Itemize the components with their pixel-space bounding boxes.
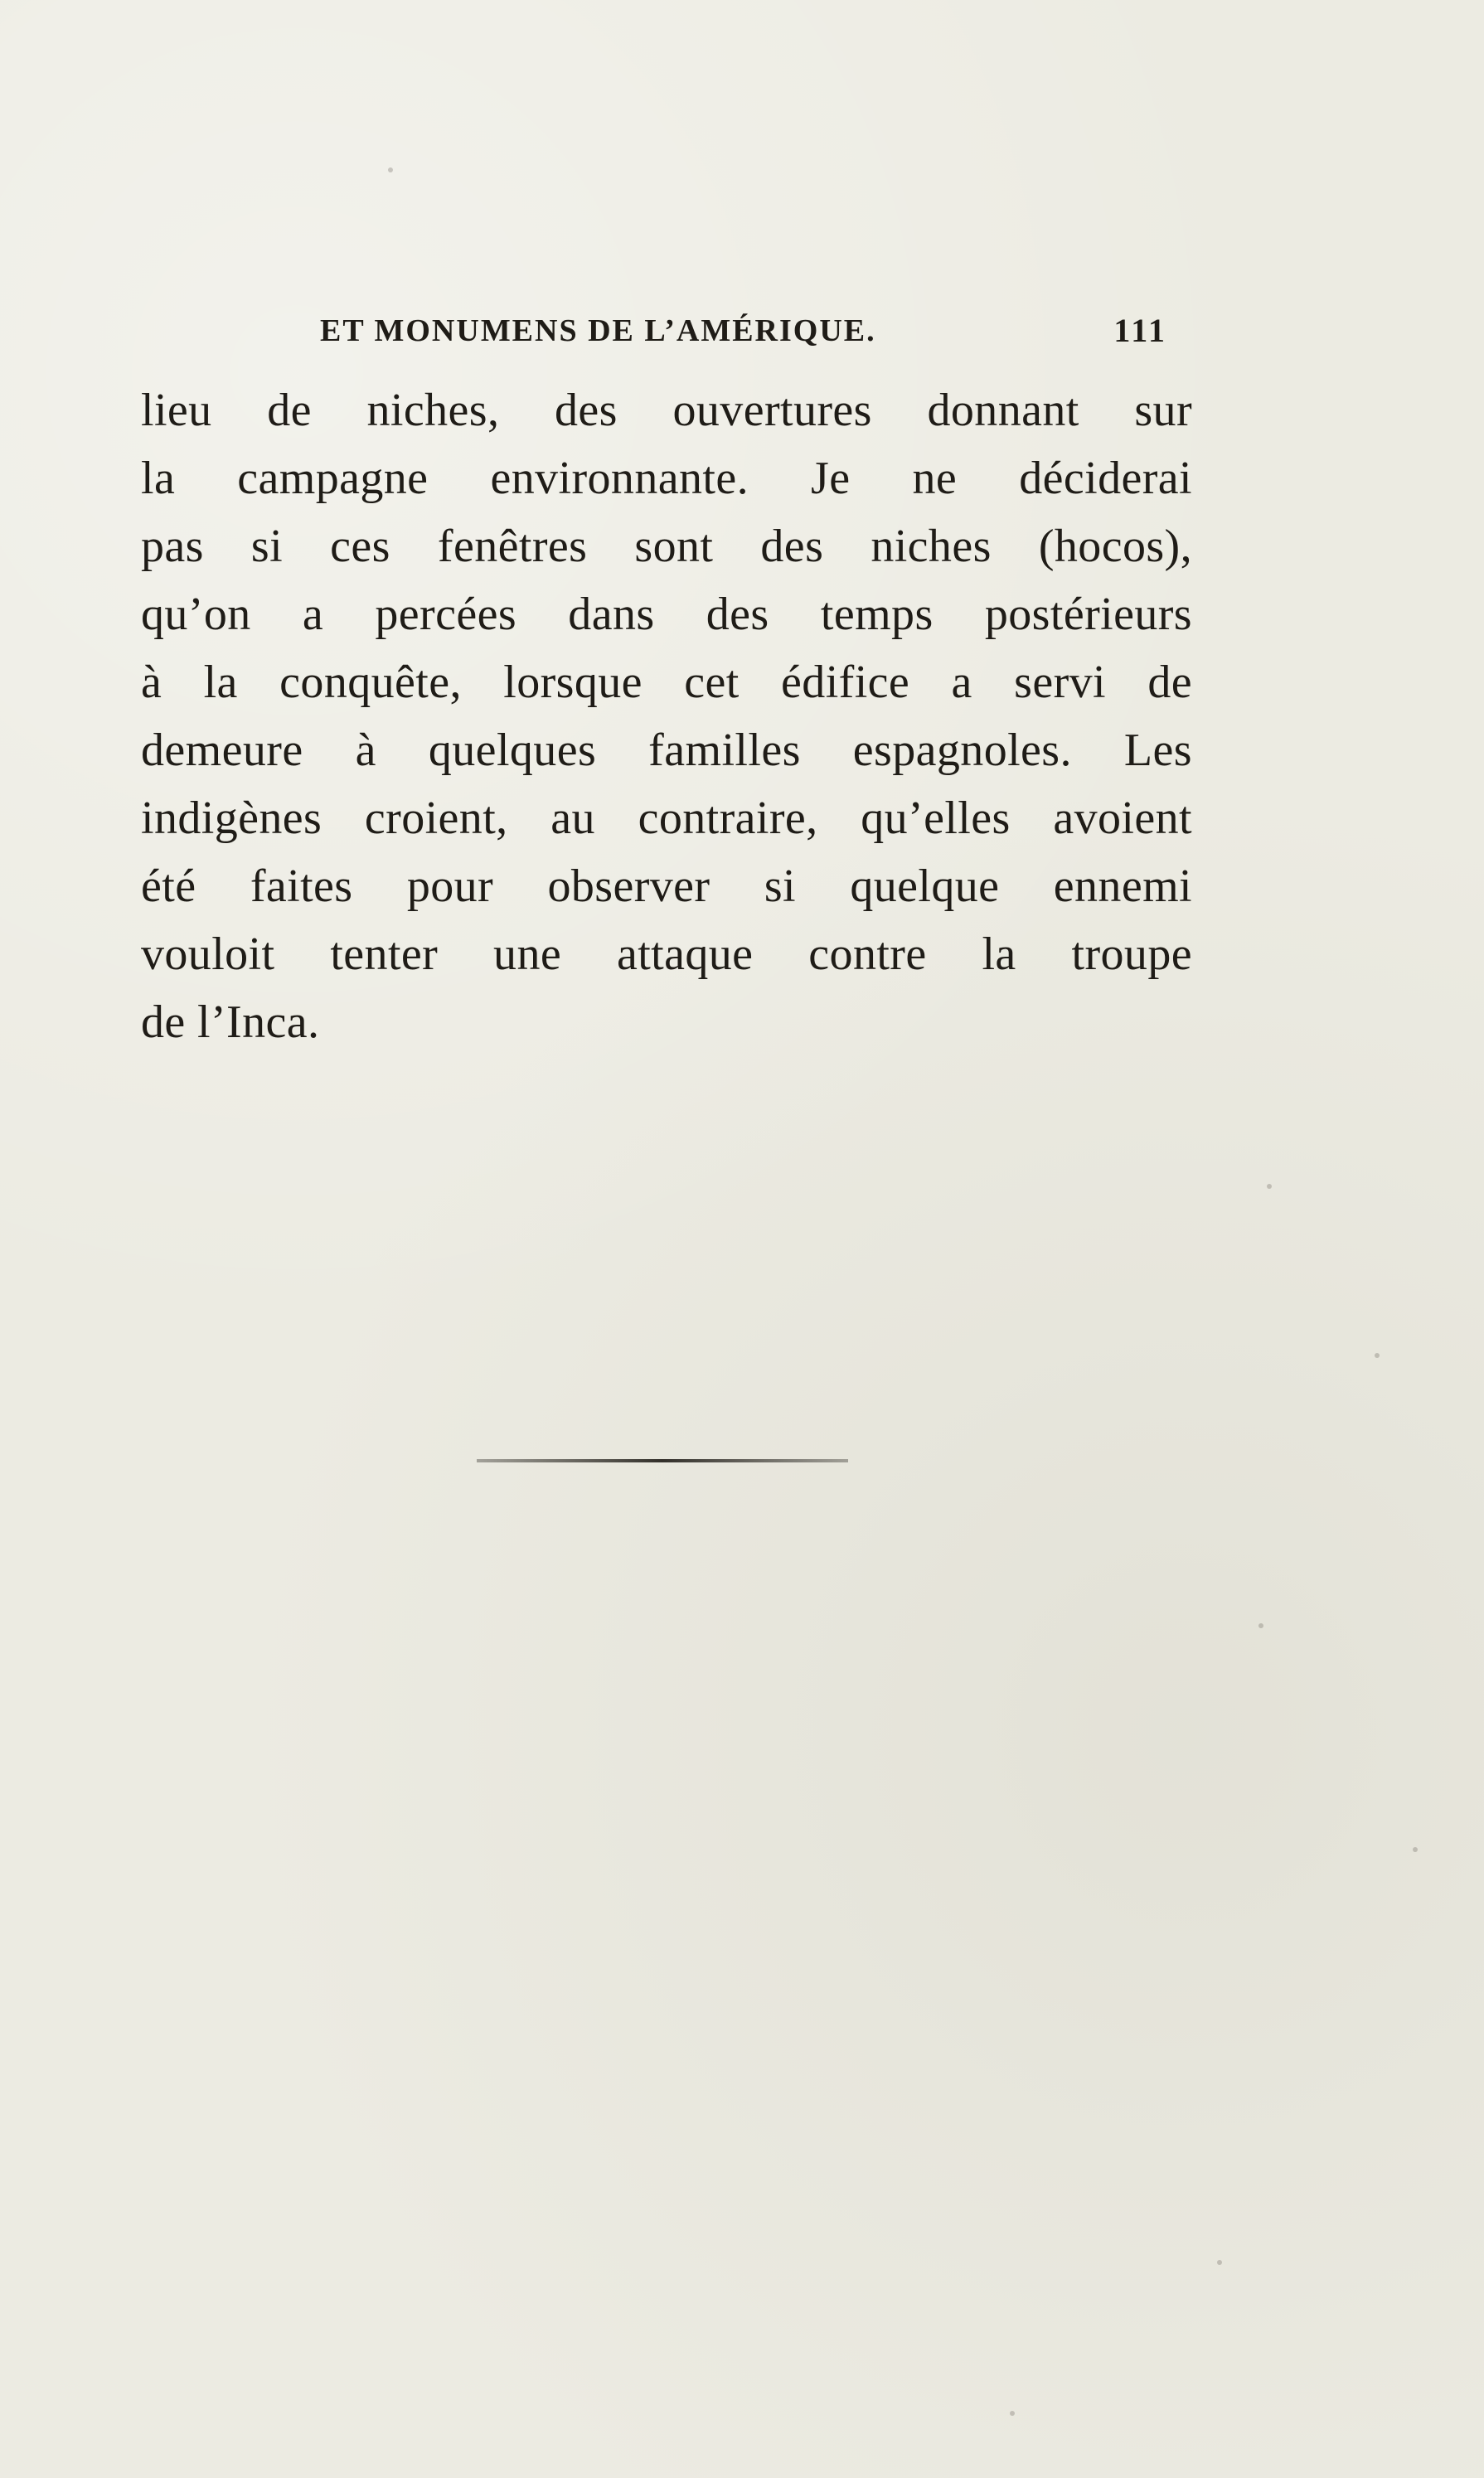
- running-head: [320, 310, 1191, 352]
- body-line-6: demeure à quelques familles espagnoles. Les: [141, 725, 1192, 776]
- paper-speck: [1375, 1353, 1380, 1358]
- body-line-9: vouloit tenter une attaque contre la troupe: [141, 929, 1192, 980]
- body-text: [141, 376, 1192, 1056]
- body-line-4: qu’on a percées dans des temps postérieurs: [141, 589, 1192, 640]
- paper-speck: [1010, 2411, 1015, 2416]
- body-line-5: à la conquête, lorsque cet édifice a servi de: [141, 657, 1192, 708]
- body-line-2: la campagne environnante. Je ne déciderai: [141, 453, 1192, 504]
- paper-speck: [1267, 1184, 1272, 1189]
- body-line-8: été faites pour observer si quelque ennemi: [141, 861, 1192, 912]
- body-line-10: de l’Inca.: [141, 997, 320, 1048]
- paper-speck: [1217, 2260, 1222, 2265]
- body-line-1: lieu de niches, des ouvertures donnant sur: [141, 385, 1192, 436]
- running-head-title: ET MONUMENS DE L’AMÉRIQUE.: [320, 313, 876, 348]
- paper-speck: [1413, 1847, 1418, 1852]
- section-rule: [477, 1459, 848, 1462]
- paper-speck: [388, 167, 393, 172]
- body-line-7: indigènes croient, au contraire, qu’elles avoient: [141, 793, 1192, 844]
- page-number: 111: [1113, 312, 1167, 349]
- body-line-3: [141, 512, 1192, 580]
- paper-speck: [1258, 1623, 1263, 1628]
- body-line-3-text: pas si ces fenêtres sont des niches (hocos),: [141, 521, 1192, 572]
